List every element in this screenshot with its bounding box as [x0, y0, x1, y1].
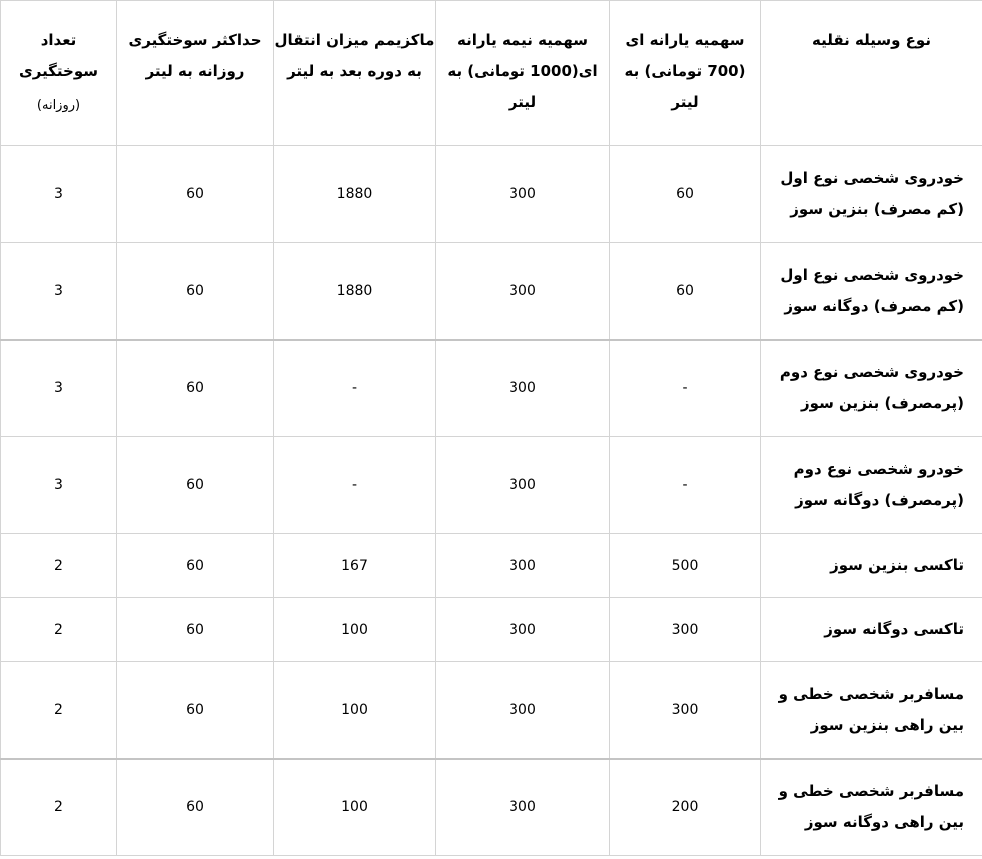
semi-subsidized-quota-cell: 300: [436, 534, 610, 598]
fueling-count-cell: 3: [1, 437, 117, 534]
subsidized-quota-cell: 60: [610, 146, 761, 243]
max-carryover-cell: 100: [274, 662, 436, 759]
daily-max-fuel-cell: 60: [117, 662, 274, 759]
semi-subsidized-quota-cell: 300: [436, 759, 610, 856]
daily-max-fuel-cell: 60: [117, 340, 274, 437]
semi-subsidized-quota-cell: 300: [436, 243, 610, 340]
max-carryover-cell: 1880: [274, 146, 436, 243]
vehicle-type-cell: مسافربر شخصی خطی و بین راهی دوگانه سوز: [761, 759, 982, 856]
header-fueling-count: تعداد سوختگیری (روزانه): [1, 1, 117, 146]
subsidized-quota-cell: 500: [610, 534, 761, 598]
fueling-count-cell: 2: [1, 759, 117, 856]
fueling-count-cell: 3: [1, 146, 117, 243]
table-row: [1, 662, 982, 759]
vehicle-type-cell: خودرو شخصی نوع دوم (پرمصرف) دوگانه سوز: [761, 437, 982, 534]
table-row: [1, 598, 982, 662]
daily-max-fuel-cell: 60: [117, 534, 274, 598]
table-row: [1, 437, 982, 534]
table-row: [1, 759, 982, 856]
header-daily-max-fuel: حداکثر سوختگیری روزانه به لیتر: [117, 1, 274, 146]
header-fueling-count-note: (روزانه): [36, 98, 81, 113]
header-max-carryover: ماکزیمم میزان انتقال به دوره بعد به لیتر: [274, 1, 436, 146]
vehicle-type-cell: مسافربر شخصی خطی و بین راهی بنزین سوز: [761, 662, 982, 759]
fueling-count-cell: 2: [1, 534, 117, 598]
vehicle-type-cell: خودروی شخصی نوع دوم (پرمصرف) بنزین سوز: [761, 340, 982, 437]
table-row: [1, 146, 982, 243]
daily-max-fuel-cell: 60: [117, 146, 274, 243]
header-subsidized-quota: سهمیه یارانه ای (700 تومانی) به لیتر: [610, 1, 761, 146]
header-semi-subsidized-quota: سهمیه نیمه یارانه ای(1000 تومانی) به لیتر: [436, 1, 610, 146]
daily-max-fuel-cell: 60: [117, 437, 274, 534]
semi-subsidized-quota-cell: 300: [436, 340, 610, 437]
max-carryover-cell: 100: [274, 598, 436, 662]
semi-subsidized-quota-cell: 300: [436, 437, 610, 534]
vehicle-type-cell: تاکسی بنزین سوز: [761, 534, 982, 598]
daily-max-fuel-cell: 60: [117, 598, 274, 662]
subsidized-quota-cell: 300: [610, 598, 761, 662]
max-carryover-cell: -: [274, 340, 436, 437]
subsidized-quota-cell: 300: [610, 662, 761, 759]
max-carryover-cell: 1880: [274, 243, 436, 340]
vehicle-type-cell: خودروی شخصی نوع اول (کم مصرف) دوگانه سوز: [761, 243, 982, 340]
max-carryover-cell: 167: [274, 534, 436, 598]
fueling-count-cell: 2: [1, 598, 117, 662]
subsidized-quota-cell: 60: [610, 243, 761, 340]
subsidized-quota-cell: -: [610, 340, 761, 437]
max-carryover-cell: -: [274, 437, 436, 534]
daily-max-fuel-cell: 60: [117, 759, 274, 856]
table-row: [1, 534, 982, 598]
fueling-count-cell: 3: [1, 243, 117, 340]
semi-subsidized-quota-cell: 300: [436, 598, 610, 662]
fueling-count-cell: 3: [1, 340, 117, 437]
semi-subsidized-quota-cell: 300: [436, 146, 610, 243]
semi-subsidized-quota-cell: 300: [436, 662, 610, 759]
subsidized-quota-cell: -: [610, 437, 761, 534]
table-header-row: [1, 1, 982, 146]
vehicle-type-cell: خودروی شخصی نوع اول (کم مصرف) بنزین سوز: [761, 146, 982, 243]
table-row: [1, 243, 982, 340]
table-row: [1, 340, 982, 437]
vehicle-type-cell: تاکسی دوگانه سوز: [761, 598, 982, 662]
fueling-count-cell: 2: [1, 662, 117, 759]
daily-max-fuel-cell: 60: [117, 243, 274, 340]
max-carryover-cell: 100: [274, 759, 436, 856]
subsidized-quota-cell: 200: [610, 759, 761, 856]
header-vehicle-type: نوع وسیله نقلیه: [761, 1, 982, 146]
